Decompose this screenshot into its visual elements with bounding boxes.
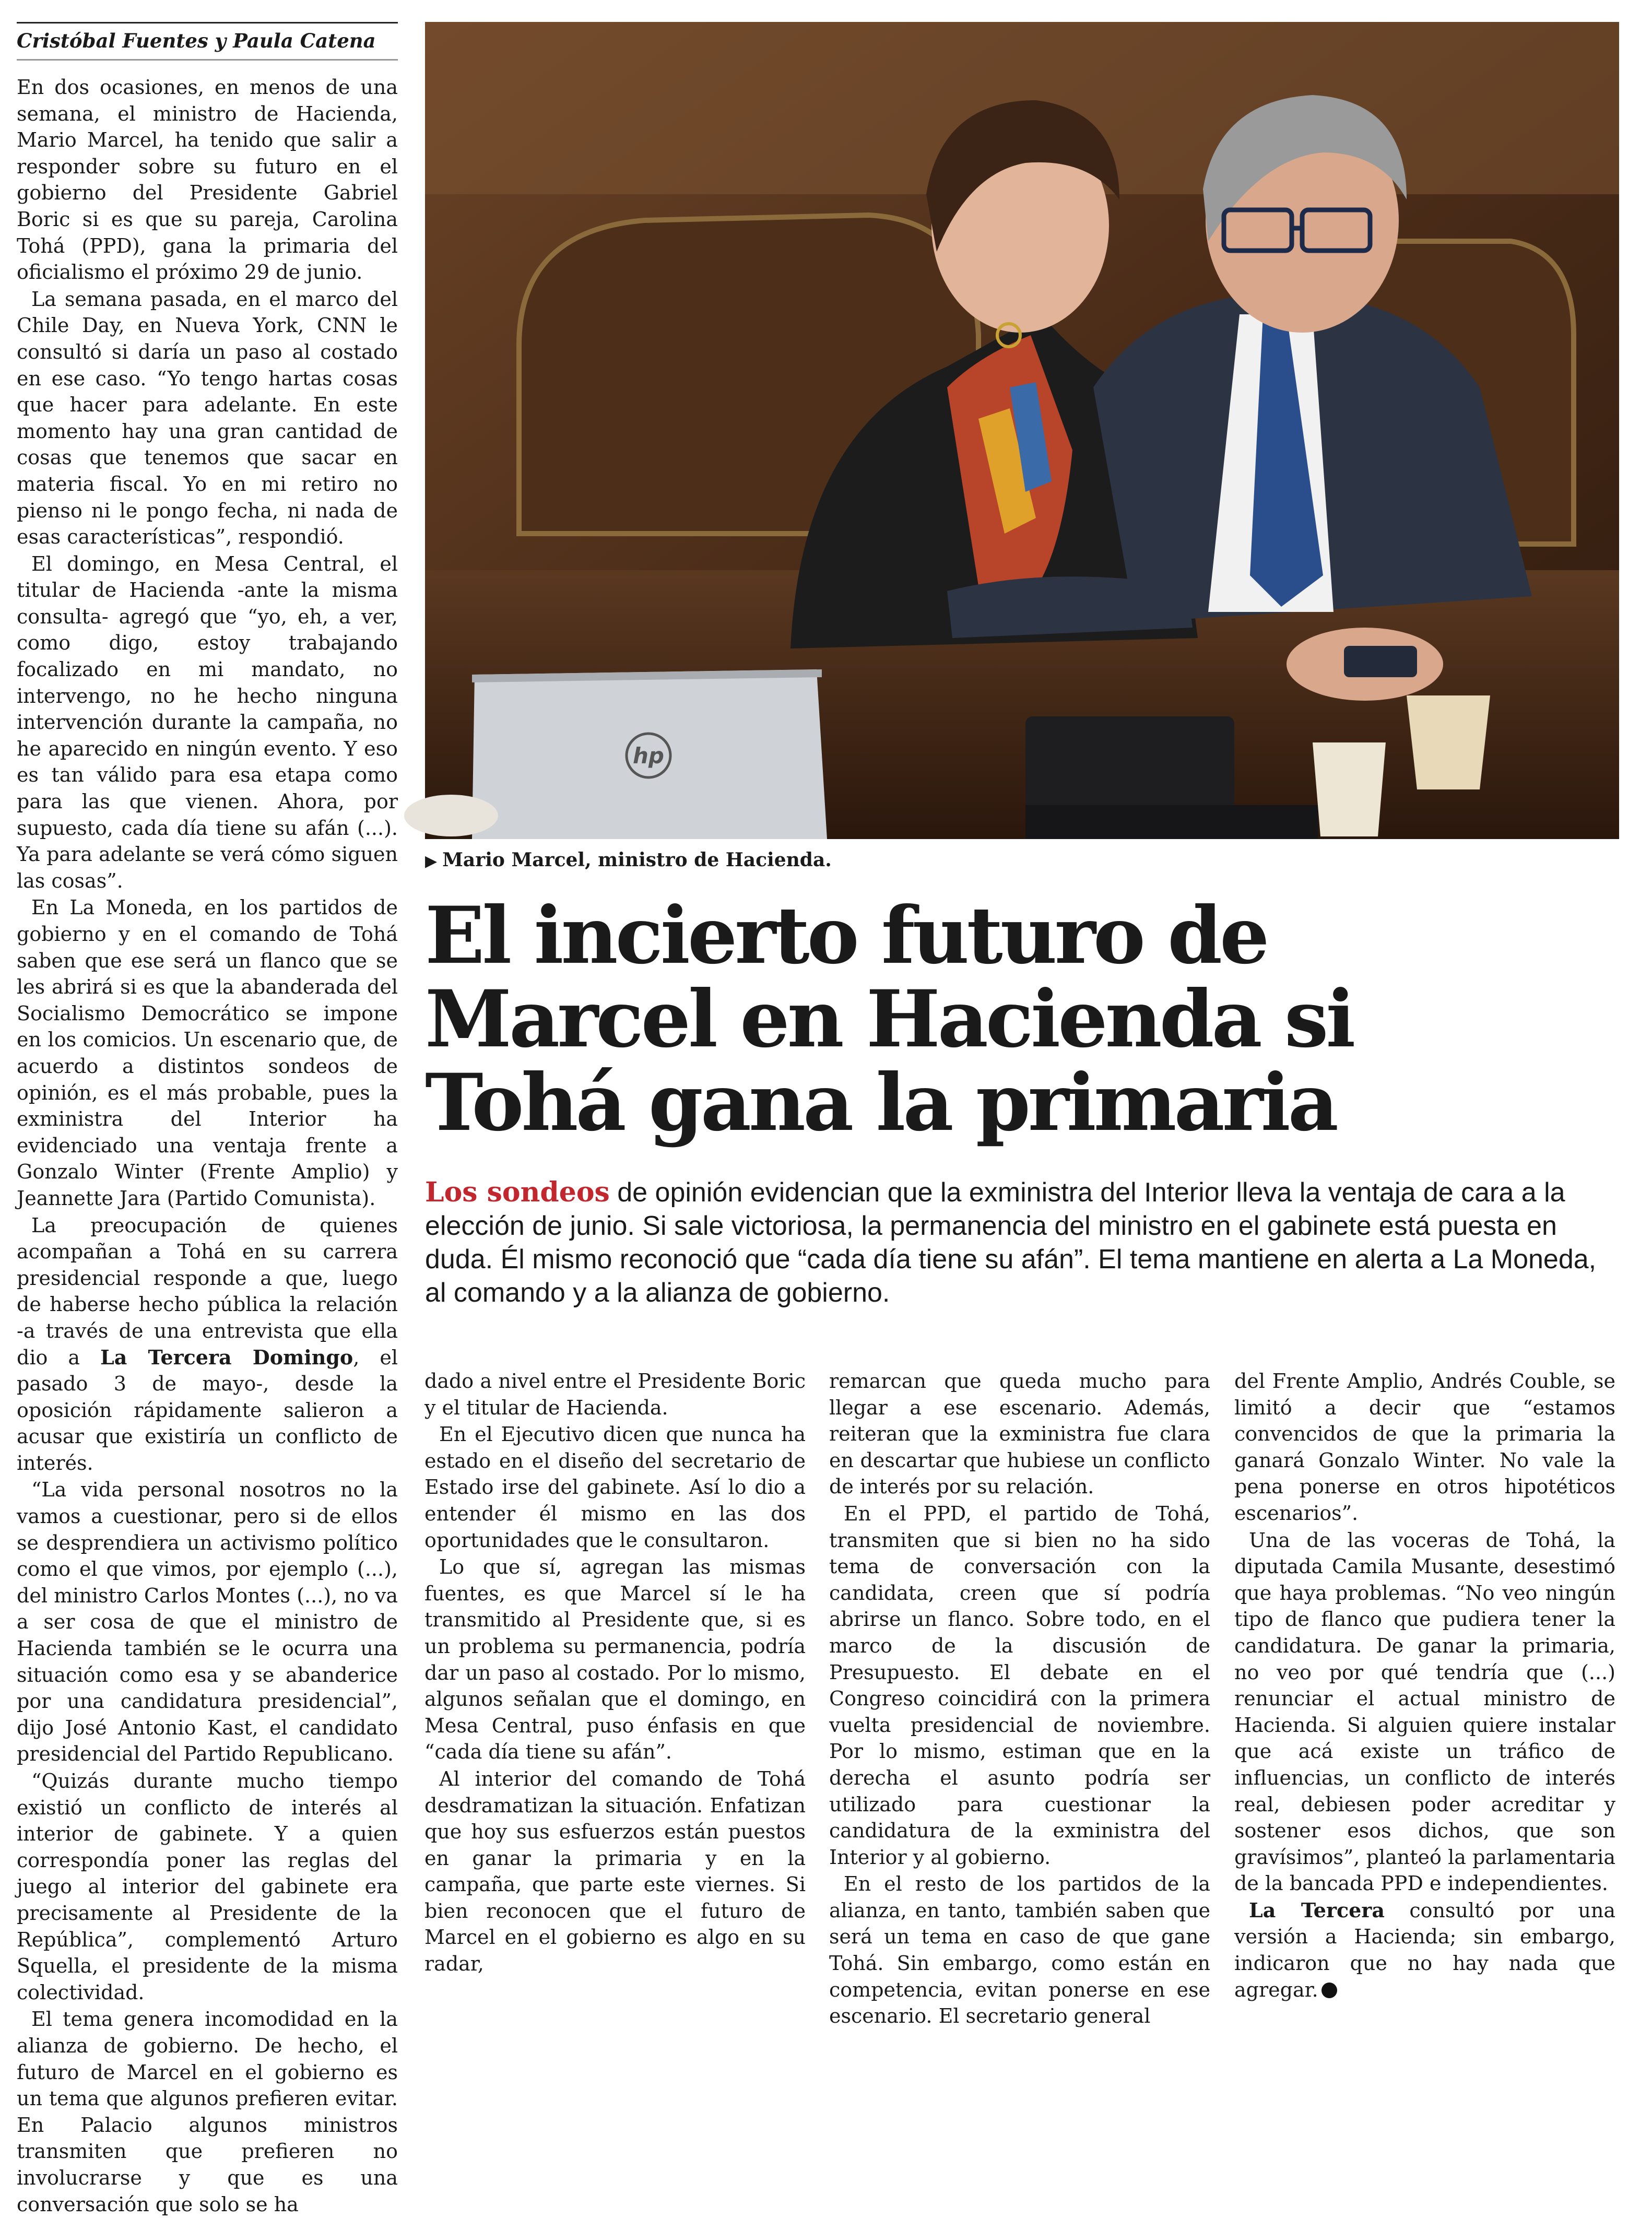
paragraph: En dos ocasiones, en menos de una semana, el ministro de Hacienda, Mario Marcel, ha tenido que salir a responder sobre su futuro en el gobierno del Presidente Gabriel Boric si es que su pareja, Carolina Tohá (PPD), gana la primaria del oficialismo el próximo 29 de junio. (17, 76, 398, 284)
article-column-3 (829, 1368, 1210, 2030)
headline-line: Tohá gana la primaria (425, 1057, 1336, 1149)
article-column-2 (424, 1368, 806, 1978)
paragraph: dado a nivel entre el Presidente Boric y el titular de Hacienda. (424, 1370, 806, 1419)
headline (425, 890, 1619, 1149)
lead-kicker: Los sondeos (425, 1176, 610, 1208)
lead-text: de opinión evidencian que la exministra del Interior lleva la ventaja de cara a la elección de junio. Si sale victoriosa, la permanencia del ministro en el gabinete está puesta en duda. Él mismo reconoció que “cada día tiene su afán”. El tema mantiene en alerta a La Moneda, al comando y a la alianza de gobierno. (425, 1177, 1597, 1308)
paragraph: En el resto de los partidos de la alianza, en tanto, también saben que será un tema en caso de que gane Tohá. Sin embargo, como están en competencia, evitan ponerse en ese escenario. El secretario general (829, 1872, 1210, 2028)
headline-line: Marcel en Hacienda si (425, 973, 1353, 1065)
paragraph: El domingo, en Mesa Central, el titular de Hacienda -ante la misma consulta- agregó que “yo, eh, a ver, como digo, estoy trabajando focalizado en mi mandato, no intervengo, no he hecho ninguna intervención durante la campaña, no he aparecido en ningún evento. Y eso es tan válido para esa etapa como para las que vienen. Ahora, por supuesto, cada día tiene su afán (...). Ya para adelante se verá cómo siguen las cosas”. (17, 552, 398, 892)
paragraph: Una de las voceras de Tohá, la diputada Camila Musante, desestimó que haya problemas. “No veo ningún tipo de flanco que pudiera tener la candidatura. De ganar la primaria, no veo por qué tendría que (...) renunciar el actual ministro de Hacienda. Si alguien quiere instalar que acá existe un tráfico de influencias, un conflicto de interés real, debiesen poder acreditar y sostener esos dichos, que son gravísimos”, planteó la parlamentaria de la bancada PPD e independientes. (1234, 1528, 1615, 1895)
lead-paragraph (425, 1176, 1619, 1309)
paragraph (1234, 1897, 1615, 2003)
paragraph: del Frente Amplio, Andrés Couble, se limitó a decir que “estamos convencidos de que la primaria la ganará Gonzalo Winter. No vale la pena ponerse en otros hipotéticos escenarios”. (1234, 1370, 1615, 1525)
newspaper-name: La Tercera (1249, 1898, 1385, 1922)
headline-line: El incierto futuro de (425, 890, 1267, 982)
paragraph (17, 1212, 398, 1477)
paragraph: Al interior del comando de Tohá desdramatizan la situación. Enfatizan que hoy sus esfuerzos están puestos en ganar la primaria y en la campaña, que parte este viernes. Si bien reconocen que el futuro de Marcel en el gobierno es algo en su radar, (424, 1767, 806, 1976)
paragraph: “La vida personal nosotros no la vamos a cuestionar, pero si de ellos se desprendiera un activismo político como el que vimos, por ejemplo (...), del ministro Carlos Montes (...), no va a ser cosa de que el ministro de Hacienda también se le ocurra una situación como esa y se abanderice por una candidatura presidencial”, dijo José Antonio Kast, el candidato presidencial del Partido Republicano. (17, 1478, 398, 1766)
paragraph: “Quizás durante mucho tiempo existió un conflicto de interés al interior de gabinete. Y a quien correspondía poner las reglas del juego al interior del gabinete era precisamente al Presidente de la República”, complementó Arturo Squella, el presidente de la misma colectividad. (17, 1769, 398, 2004)
caption-text: Mario Marcel, ministro de Hacienda. (442, 849, 832, 871)
paragraph: El tema genera incomodidad en la alianza de gobierno. De hecho, el futuro de Marcel en el gobierno es un tema que algunos prefieren evitar. En Palacio algunos ministros transmiten que prefieren no involucrarse y que es una conversación que solo se ha (17, 2008, 398, 2216)
paragraph-text: consultó por una versión a Hacienda; sin embargo, indicaron que no hay nada que agregar. (1234, 1898, 1615, 2001)
photo-illustration (425, 22, 1619, 839)
article-column-1 (17, 74, 398, 2218)
paragraph: La semana pasada, en el marco del Chile Day, en Nueva York, CNN le consultó si daría un paso al costado en ese caso. “Yo tengo hartas cosas que hacer para adelante. En este momento hay una gran cantidad de cosas que tenemos que sacar en materia fiscal. Yo en mi retiro no pienso ni le pongo fecha, ni nada de esas características”, respondió. (17, 287, 398, 549)
paragraph-text: , el pasado 3 de mayo-, desde la oposición rápidamente salieron a acusar que existiría un conflicto de interés. (17, 1346, 398, 1474)
paragraph: Lo que sí, agregan las mismas fuentes, es que Marcel sí le ha transmitido al Presidente que, si es un problema su permanencia, podría dar un paso al costado. Por lo mismo, algunos señalan que el domingo, en Mesa Central, puso énfasis en que “cada día tiene su afán”. (424, 1555, 806, 1764)
paragraph: remarcan que queda mucho para llegar a ese escenario. Además, reiteran que la exministra fue clara en descartar que hubiese un conflicto de interés por su relación. (829, 1370, 1210, 1499)
byline: Cristóbal Fuentes y Paula Catena (17, 22, 398, 61)
newspaper-name: La Tercera Domingo (100, 1345, 353, 1369)
paragraph: En el Ejecutivo dicen que nunca ha estado en el diseño del secretario de Estado irse del gabinete. Así lo dio a entender él mismo en las dos oportunidades que le consultaron. (424, 1423, 806, 1552)
caption-arrow-icon: ▶ (425, 852, 438, 870)
article-column-4 (1234, 1368, 1615, 2003)
paragraph-text: La preocupación de quienes acompañan a Tohá en su carrera presidencial responde a que, luego de haberse hecho pública la relación -a través de una entrevista que ella dio a (17, 1213, 398, 1369)
article-photo (425, 22, 1619, 839)
end-of-article-icon (1321, 1983, 1337, 1998)
photo-caption (425, 847, 1365, 875)
laptop-logo: hp (633, 743, 664, 769)
paragraph: En el PPD, el partido de Tohá, transmiten que si bien no ha sido tema de conversación con la candidata, creen que sí podría abrirse un flanco. Sobre todo, en el marco de la discusión de Presupuesto. El debate en el Congreso coincidirá con la primera vuelta presidencial de noviembre. Por lo mismo, estiman que en la derecha el asunto podría ser utilizado para cuestionar la candidatura de la exministra del Interior y al gobierno. (829, 1502, 1210, 1869)
paragraph: En La Moneda, en los partidos de gobierno y en el comando de Tohá saben que ese será un flanco que se les abrirá si es que la abanderada del Socialismo Democrático se impone en los comicios. Un escenario que, de acuerdo a distintos sondeos de opinión, es el más probable, pues la exministra del Interior ha evidenciado una ventaja frente a Gonzalo Winter (Frente Amplio) y Jeannette Jara (Partido Comunista). (17, 896, 398, 1210)
